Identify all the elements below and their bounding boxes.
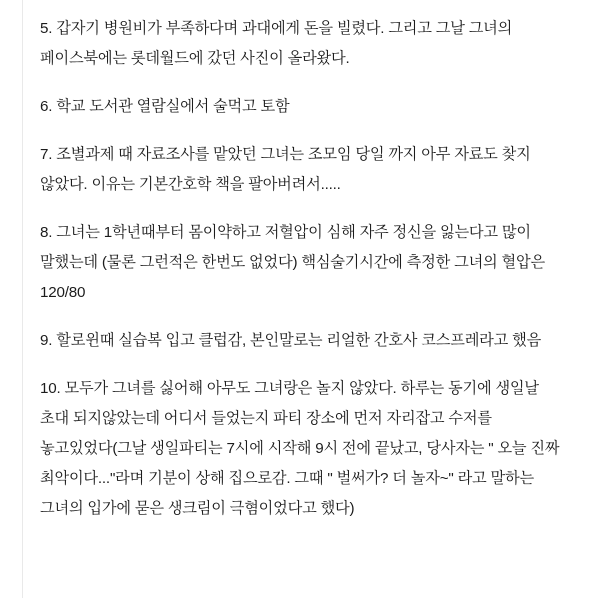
paragraph-item-10: 10. 모두가 그녀를 싫어해 아무도 그녀랑은 놀지 않았다. 하루는 동기에 생일날 초대 되지않았는데 어디서 들었는지 파티 장소에 먼저 자리잡고 수저를 놓고있었다(그날 생일파티는 7시에 시작해 9시 전에 끝났고, 당사자는 " 오늘 진짜 최악이다..."라며 기분이 상해 집으로감. 그때 " 벌써가? 더 놀자~" 라고 말하는 그녀의 입가에 묻은 생크림이 극혐이었다고 했다) [40, 380, 564, 517]
paragraph-item-8: 8. 그녀는 1학년때부터 몸이약하고 저혈압이 심해 자주 정신을 잃는다고 많이 말했는데 (물론 그런적은 한번도 없었다) 핵심술기시간에 측정한 그녀의 혈압은 120/80 [40, 224, 549, 301]
paragraph-item-7: 7. 조별과제 때 자료조사를 맡았던 그녀는 조모임 당일 까지 아무 자료도 찾지 않았다. 이유는 기본간호학 책을 팔아버려서..... [40, 146, 535, 193]
paragraph-item-6: 6. 학교 도서관 열람실에서 술먹고 토함 [40, 98, 290, 115]
paragraph-item-9: 9. 할로윈때 실습복 입고 클럽감, 본인말로는 리얼한 간호사 코스프레라고 했음 [40, 332, 542, 349]
paragraph-item-5: 5. 갑자기 병원비가 부족하다며 과대에게 돈을 빌렸다. 그리고 그날 그녀의 페이스북에는 롯데월드에 갔던 사진이 올라왔다. [40, 20, 517, 67]
page-left-margin [0, 0, 23, 598]
document-body [40, 14, 564, 524]
